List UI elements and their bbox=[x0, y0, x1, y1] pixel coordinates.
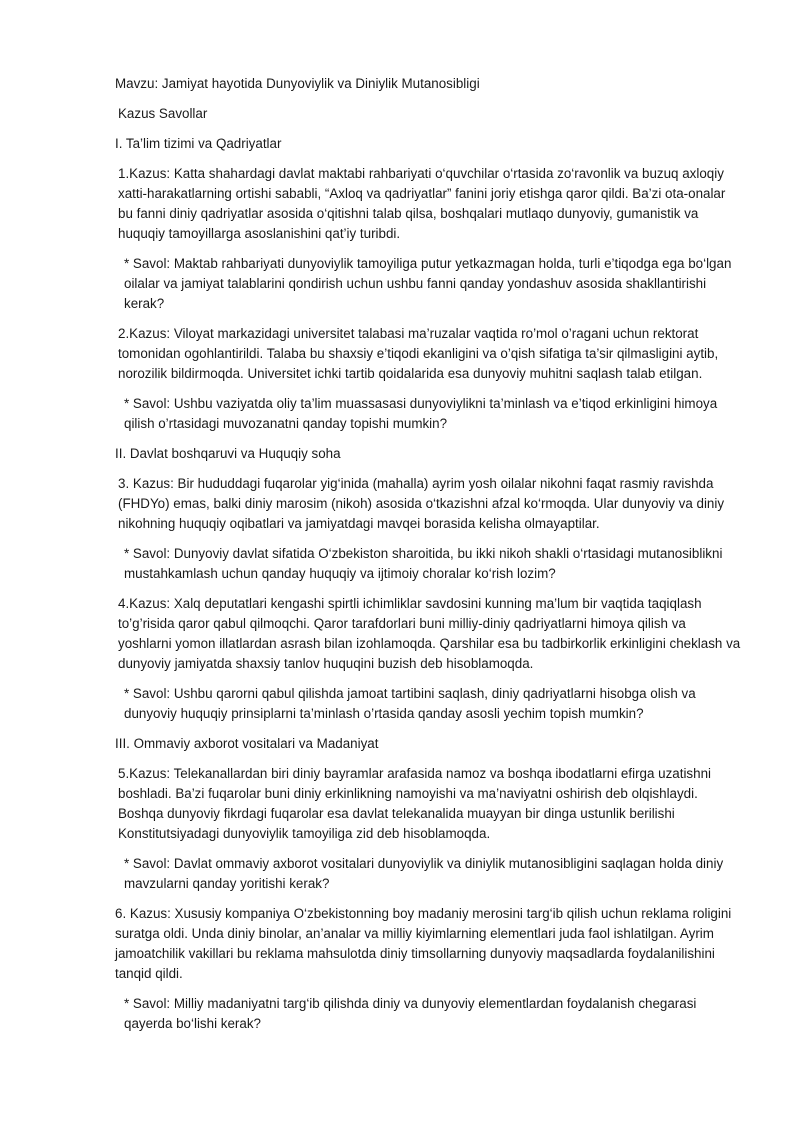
case-question-5: * Savol: Davlat ommaviy axborot vositalari dunyoviylik va diniylik mutanosibligini saqlagan holda diniy mavzularni qanday yoritishi kerak? bbox=[124, 856, 727, 891]
section-heading-1: I. Ta’lim tizimi va Qadriyatlar bbox=[115, 136, 282, 151]
case-question-6: * Savol: Milliy madaniyatni targ‘ib qilishda diniy va dunyoviy elementlardan foydalanish chegarasi qayerda bo‘lishi kerak? bbox=[124, 996, 701, 1031]
document-page bbox=[115, 74, 743, 1044]
case-text-5: 5.Kazus: Telekanallardan biri diniy bayramlar arafasida namoz va boshqa ibodatlarni efirga uzatishni boshladi. Ba’zi fuqarolar buni diniy erkinlikning namoyishi va ma’naviyatni oshirish deb olqishlaydi. Boshqa dunyoviy fikrdagi fuqarolar esa davlat telekanalida muayyan bir dinga ustunlik berilishi Konstitutsiyadagi dunyoviylik tamoyiliga zid deb hisoblamoqda. bbox=[118, 766, 715, 841]
case-text-4: 4.Kazus: Xalq deputatlari kengashi spirtli ichimliklar savdosini kunning ma’lum bir vaqtida taqiqlash to’g’risida qaror qabul qilmoqchi. Qaror tarafdorlari buni milliy-diniy qadriyatlarni himoya qilish va yoshlarni yomon illatlardan asrash bilan izohlamoqda. Qarshilar esa bu tadbirkorlik erkinligini cheklash va dunyoviy jamiyatda shaxsiy tanlov huquqini buzish deb hisoblamoqda. bbox=[118, 596, 744, 671]
section-heading-3: III. Ommaviy axborot vositalari va Madaniyat bbox=[115, 736, 379, 751]
case-text-6: 6. Kazus: Xususiy kompaniya O‘zbekistonning boy madaniy merosini targ‘ib qilish uchun reklama roligini suratga oldi. Unda diniy binolar, an’analar va milliy kiyimlarning elementlari juda faol ishlatilgan. Ayrim jamoatchilik vakillari bu reklama mahsulotda diniy timsollarning dunyoviy maqsadlarda foydalanilishini tanqid qildi. bbox=[115, 906, 736, 981]
case-text-3: 3. Kazus: Bir hududdagi fuqarolar yig‘inida (mahalla) ayrim yosh oilalar nikohni faqat rasmiy ravishda (FHDYo) emas, balki diniy marosim (nikoh) asosida o‘tkazishni afzal ko‘rmoqda. Ular dunyoviy va diniy nikohning huquqiy oqibatlari va jamiyatdagi mavqei borasida kelisha olmayaptilar. bbox=[118, 476, 728, 531]
case-question-4: * Savol: Ushbu qarorni qabul qilishda jamoat tartibini saqlash, diniy qadriyatlarni hisobga olish va dunyoviy huquqiy prinsiplarni ta’minlash o’rtasida qanday asosli yechim topish mumkin? bbox=[124, 686, 700, 721]
case-question-3: * Savol: Dunyoviy davlat sifatida O‘zbekiston sharoitida, bu ikki nikoh shakli o‘rtasidagi mutanosiblikni mustahkamlash uchun qanday huquqiy va ijtimoiy choralar ko‘rish lozim? bbox=[124, 546, 727, 581]
case-text-2: 2.Kazus: Viloyat markazidagi universitet talabasi ma’ruzalar vaqtida ro’mol o’ragani uchun rektorat tomonidan ogohlantirildi. Talaba bu shaxsiy e’tiqodi ekanligini va o’qish sifatiga ta’sir qilmasligini aytib, norozilik bildirmoqda. Universitet ichki tartib qoidalarida esa dunyoviy muhitni saqlash talab etilgan. bbox=[118, 326, 722, 381]
section-heading-2: II. Davlat boshqaruvi va Huquqiy soha bbox=[115, 446, 341, 461]
document-title: Mavzu: Jamiyat hayotida Dunyoviylik va Diniylik Mutanosibligi bbox=[115, 76, 480, 91]
case-text-1: 1.Kazus: Katta shahardagi davlat maktabi rahbariyati o‘quvchilar o‘rtasida zo‘ravonlik va buzuq axloqiy xatti-harakatlarning ortishi sababli, “Axloq va qadriyatlar” fanini joriy etishga qaror qildi. Ba’zi ota-onalar bu fanni diniy qadriyatlar asosida o‘qitishni talab qilsa, boshqalari mutlaqo dunyoviy, gumanistik va huquqiy tamoyillarga asoslanishini qat’iy turibdi. bbox=[118, 166, 730, 241]
case-question-1: * Savol: Maktab rahbariyati dunyoviylik tamoyiliga putur yetkazmagan holda, turli e’tiqodga ega bo‘lgan oilalar va jamiyat talablarini qondirish uchun ushbu fanni qanday yondashuv asosida shakllantirishi kerak? bbox=[124, 256, 736, 311]
document-subtitle: Kazus Savollar bbox=[118, 106, 208, 121]
case-question-2: * Savol: Ushbu vaziyatda oliy ta’lim muassasasi dunyoviylikni ta’minlash va e’tiqod erkinligini himoya qilish o’rtasidagi muvozanatni qanday topishi mumkin? bbox=[124, 396, 721, 431]
